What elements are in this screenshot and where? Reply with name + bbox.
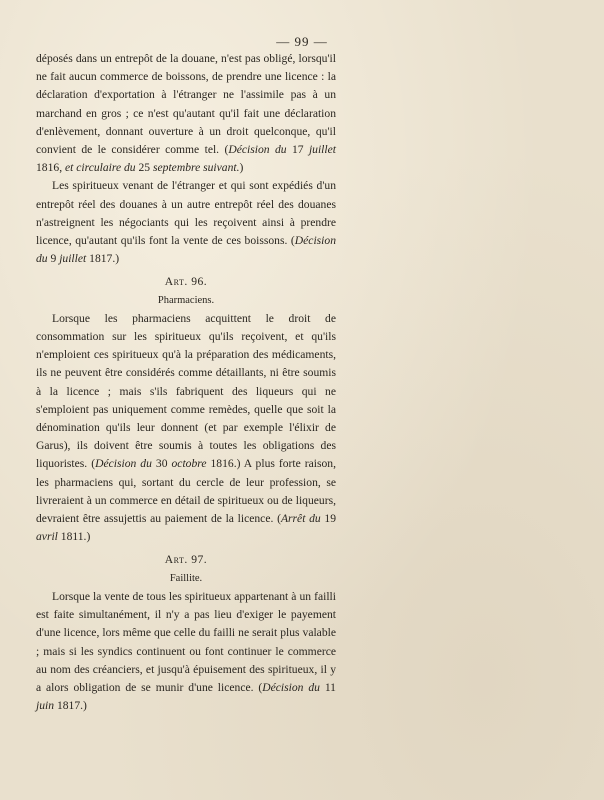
body-text: 1816, xyxy=(36,161,65,175)
citation-text: Décision du xyxy=(228,143,287,157)
citation-text: septembre suivant. xyxy=(153,161,240,175)
citation-text: juillet xyxy=(308,143,336,157)
citation-text: avril xyxy=(36,530,58,544)
citation-text: Décision du xyxy=(36,234,336,266)
paragraph xyxy=(36,177,336,268)
page-number: — 99 — xyxy=(276,34,328,49)
paragraph xyxy=(36,310,336,547)
body-text: 1816.) A plus forte raison, les pharmaciens qui, sortant du cercle de leur profession, se livreraient à un commerce en détail de spiritueux ou de liqueurs, devraient être assujettis au paiement de la licence. ( xyxy=(36,457,336,526)
body-text: 11 xyxy=(319,680,336,694)
citation-text: et circulaire du xyxy=(64,161,136,175)
citation-text: juillet xyxy=(59,252,87,266)
citation-text: Arrêt du xyxy=(280,512,321,526)
body-text: 30 xyxy=(151,457,172,471)
paragraph xyxy=(36,50,336,177)
article-heading: Art. 97. xyxy=(164,553,208,567)
citation-text: juin xyxy=(36,699,55,713)
body-text: déposés dans un entrepôt de la douane, n'est pas obligé, lorsqu'il ne fait aucun commerce de boissons, de prendre une licence : la déclaration d'exportation à l'étranger ne l'assimile pas à un marchand en gros ; ce n'est qu'autant qu'il fait une déclaration d'enlèvement, donnant ouverture à un droit quelconque, qu'il convient de le considérer comme tel. ( xyxy=(36,52,336,157)
body-text: Lorsque les pharmaciens acquittent le droit de consommation sur les spiritueux qu'ils reçoivent, et qu'ils n'emploient ces spiritueux qu'à la préparation des médicaments, ils ne peuvent être considérés comme détaillants, ni être soumis à la licence ; mais s'ils fabriquent des liqueurs qui ne s'emploient pas uniquement comme remèdes, quelle que soit la dénomination qu'ils leur donnent (et par exemple l'élixir de Garus), ils doivent être soumis à toutes les obligations des liquoristes. ( xyxy=(36,311,336,471)
text-block xyxy=(36,50,336,715)
citation-text: Décision du xyxy=(262,680,320,694)
article-subtitle: Pharmaciens. xyxy=(157,294,215,306)
body-text: ) xyxy=(239,161,244,175)
paragraph xyxy=(36,588,336,715)
body-text: Les spiritueux venant de l'étranger et qui sont expédiés d'un entrepôt réel des douanes à un autre entrepôt réel des douanes n'astreignent les négociants qui les reçoivent ainsi à prendre licence, qu'autant qu'ils font la vente de ces boissons. ( xyxy=(36,179,336,248)
body-text: 1817.) xyxy=(54,699,87,713)
body-text: 19 xyxy=(320,512,336,526)
citation-text: octobre xyxy=(171,457,207,471)
body-text: 1811.) xyxy=(57,530,91,544)
body-text: 25 xyxy=(135,161,153,175)
citation-text: Décision du xyxy=(95,457,152,471)
body-text: 17 xyxy=(286,143,309,157)
article-subtitle: Faillite. xyxy=(169,572,203,584)
article-heading: Art. 96. xyxy=(164,275,208,289)
body-text: Lorsque la vente de tous les spiritueux appartenant à un failli est faite simultanément, il n'y a pas lieu d'exiger le payement d'une licence, lors même que celle du failli ne serait plus valable ; mais si les syndics continuent ou font continuer le commerce au nom des créanciers, et jusqu'à épuisement des spiritueux, il y a alors obligation de se munir d'une licence. ( xyxy=(36,589,336,694)
body-text: 9 xyxy=(47,252,60,266)
body-text: 1817.) xyxy=(86,252,120,266)
